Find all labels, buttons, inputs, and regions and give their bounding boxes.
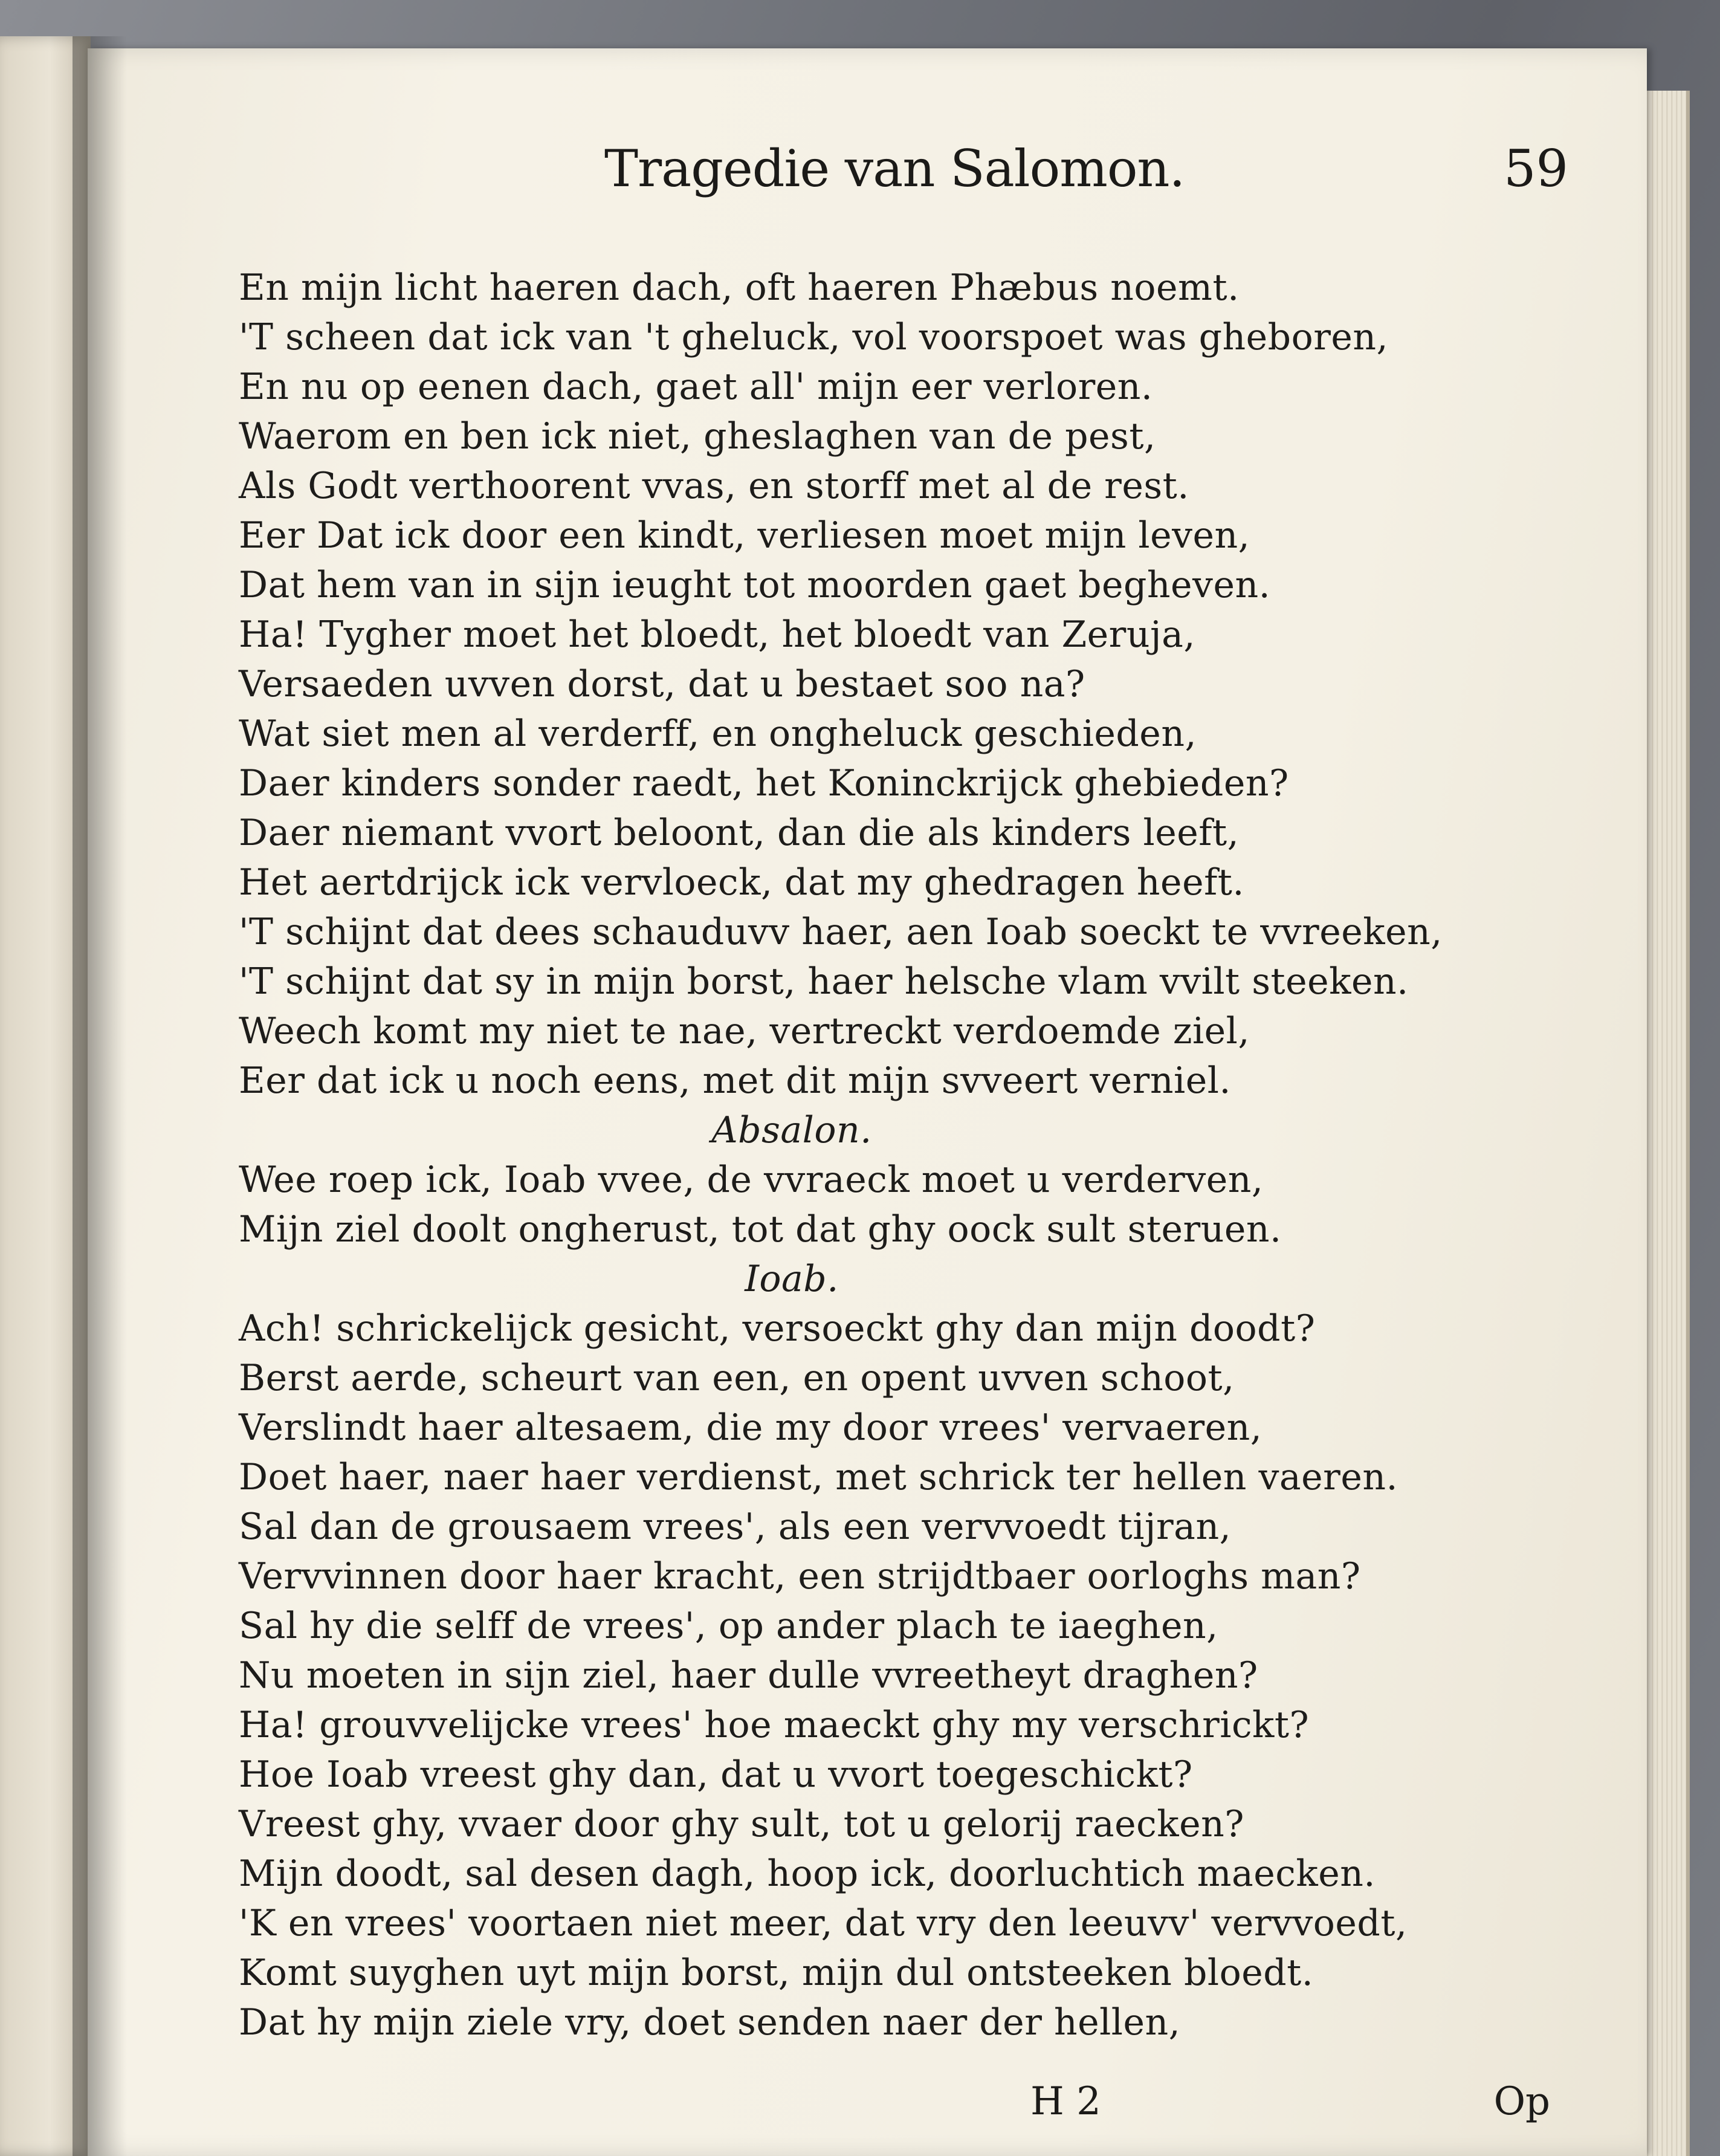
verse-line: Sal dan de grousaem vrees', als een vervvoedt tijran,	[239, 1506, 1232, 1548]
verse-line: Mijn doodt, sal desen dagh, hoop ick, doorluchtich maecken.	[239, 1853, 1376, 1895]
verse-line: En nu op eenen dach, gaet all' mijn eer verloren.	[239, 366, 1153, 408]
verse-line: Ach! schrickelijck gesicht, versoeckt ghy dan mijn doodt?	[239, 1307, 1316, 1350]
verse-line: Daer niemant vvort beloont, dan die als kinders leeft,	[239, 812, 1240, 854]
catchword: Op	[1493, 2079, 1550, 2124]
spine-shadow	[73, 36, 127, 2156]
verse-line: Nu moeten in sijn ziel, haer dulle vvreetheyt draghen?	[239, 1654, 1258, 1697]
verse-line: Vervvinnen door haer kracht, een strijdtbaer oorloghs man?	[239, 1555, 1361, 1598]
verse-line: Komt suyghen uyt mijn borst, mijn dul ontsteeken bloedt.	[239, 1952, 1314, 1994]
speaker-name: Ioab.	[745, 1258, 839, 1300]
verse-line: Verslindt haer altesaem, die my door vrees' vervaeren,	[239, 1407, 1263, 1449]
verse-line: En mijn licht haeren dach, oft haeren Phæbus noemt.	[239, 267, 1240, 309]
verse-line: Eer Dat ick door een kindt, verliesen moet mijn leven,	[239, 514, 1250, 557]
verse-line: Doet haer, naer haer verdienst, met schrick ter hellen vaeren.	[239, 1456, 1398, 1498]
verse-line: 'T schijnt dat sy in mijn borst, haer helsche vlam vvilt steeken.	[239, 960, 1409, 1003]
verse-line: Dat hem van in sijn ieught tot moorden gaet begheven.	[239, 564, 1271, 606]
page-header	[178, 139, 1568, 206]
book-page	[88, 48, 1647, 2156]
verse-line: Als Godt verthoorent vvas, en storff met al de rest.	[239, 465, 1189, 507]
verse-line: Het aertdrijck ick vervloeck, dat my ghedragen heeft.	[239, 861, 1244, 904]
verse-text	[239, 263, 1538, 2047]
verse-line: 'K en vrees' voortaen niet meer, dat vry den leeuvv' vervvoedt,	[239, 1902, 1408, 1944]
verse-line: 'T scheen dat ick van 't gheluck, vol voorspoet was gheboren,	[239, 316, 1389, 358]
page-number: 59	[1504, 139, 1568, 198]
verse-line: 'T schijnt dat dees schauduvv haer, aen Ioab soeckt te vvreeken,	[239, 911, 1443, 953]
verse-line: Wee roep ick, Ioab vvee, de vvraeck moet u verderven,	[239, 1159, 1264, 1201]
signature-mark: H 2	[1030, 2079, 1101, 2124]
verse-line: Waerom en ben ick niet, gheslaghen van de pest,	[239, 415, 1156, 458]
verse-line: Weech komt my niet te nae, vertreckt verdoemde ziel,	[239, 1010, 1250, 1052]
verse-line: Versaeden uvven dorst, dat u bestaet soo na?	[239, 663, 1085, 705]
verse-line: Sal hy die selff de vrees', op ander plach te iaeghen,	[239, 1605, 1218, 1647]
verse-line: Hoe Ioab vreest ghy dan, dat u vvort toegeschickt?	[239, 1753, 1193, 1796]
verse-line: Vreest ghy, vvaer door ghy sult, tot u gelorij raecken?	[239, 1803, 1244, 1845]
verse-line: Wat siet men al verderff, en ongheluck geschieden,	[239, 713, 1197, 755]
verse-line: Mijn ziel doolt ongherust, tot dat ghy oock sult steruen.	[239, 1208, 1282, 1251]
verse-line: Eer dat ick u noch eens, met dit mijn svveert verniel.	[239, 1060, 1231, 1102]
verse-line: Berst aerde, scheurt van een, en opent uvven schoot,	[239, 1357, 1235, 1399]
verse-line: Dat hy mijn ziele vry, doet senden naer der hellen,	[239, 2001, 1181, 2044]
verse-line: Ha! Tygher moet het bloedt, het bloedt van Zeruja,	[239, 613, 1195, 656]
speaker-name: Absalon.	[711, 1109, 872, 1151]
verse-line: Ha! grouvvelijcke vrees' hoe maeckt ghy my verschrickt?	[239, 1704, 1310, 1746]
running-title: Tragedie van Salomon.	[604, 139, 1185, 198]
verse-line: Daer kinders sonder raedt, het Koninckrijck ghebieden?	[239, 762, 1289, 804]
page-footer	[1030, 2079, 1550, 2134]
